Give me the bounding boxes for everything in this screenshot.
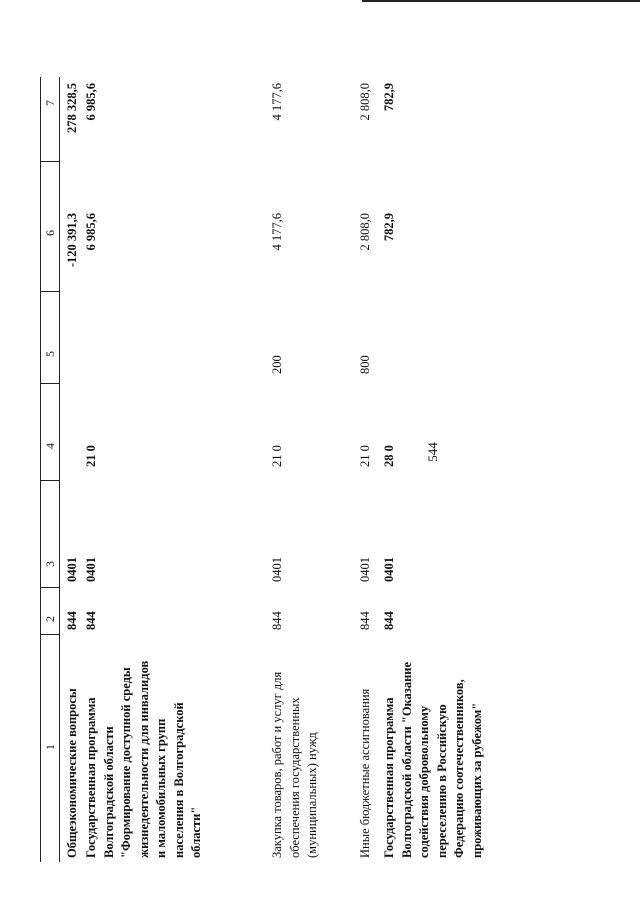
cell-col-6: 4 177,6 (270, 213, 284, 251)
header-col-6: 6 (43, 230, 57, 236)
cell-col-3: 0401 (84, 557, 98, 582)
cell-col-4: 21 0 (84, 445, 98, 467)
cell-col-4: 21 0 (270, 445, 284, 467)
header-column-separator (40, 587, 59, 588)
row-name: Иные бюджетные ассигнования (358, 688, 372, 858)
cell-col-2: 844 (270, 611, 284, 630)
cell-col-7: 6 985,6 (84, 83, 98, 121)
cell-col-7: 278 328,5 (65, 83, 79, 133)
header-column-separator (40, 161, 59, 162)
cell-col-5: 200 (270, 355, 284, 374)
table-header-rule (59, 77, 60, 862)
row-name: Общеэкономические вопросы (65, 688, 79, 858)
cell-col-2: 844 (65, 611, 79, 630)
cell-col-2: 844 (382, 611, 396, 630)
cell-col-3: 0401 (270, 557, 284, 582)
header-column-separator (40, 383, 59, 384)
cell-col-5: 800 (358, 355, 372, 374)
cell-col-3: 0401 (382, 557, 396, 582)
header-column-separator (40, 291, 59, 292)
cell-col-6: 2 808,0 (358, 213, 372, 251)
header-column-separator (40, 634, 59, 635)
cell-col-6: -120 391,3 (65, 213, 79, 268)
header-col-2: 2 (43, 616, 57, 622)
row-name: Государственная программа Волгоградской области "Оказание содействия добровольному переселению в Российскую Федерацию соотечественников, проживающих за рубежом" (382, 661, 484, 858)
header-col-4: 4 (43, 443, 57, 449)
cell-col-6: 6 985,6 (84, 213, 98, 251)
cell-col-4: 28 0 (382, 445, 396, 467)
cell-col-6: 782,9 (382, 213, 396, 242)
header-col-3: 3 (43, 561, 57, 567)
header-col-1: 1 (43, 744, 57, 750)
cell-col-7: 782,9 (382, 83, 396, 112)
cell-col-2: 844 (358, 611, 372, 630)
cell-col-3: 0401 (358, 557, 372, 582)
row-name: Государственная программа Волгоградской области "Формирование доступной среды жизнедеятельности для инвалидов и маломобильных групп населения в Волгоградской области" (84, 660, 203, 858)
row-name: Закупка товаров, работ и услуг для обеспечения государственных (муниципальных) нужд (270, 671, 319, 858)
cell-col-2: 844 (84, 611, 98, 630)
header-column-separator (40, 480, 59, 481)
budget-table (40, 77, 620, 862)
table-top-rule (40, 77, 41, 862)
header-col-5: 5 (43, 351, 57, 357)
cell-col-3: 0401 (65, 557, 79, 582)
cell-col-7: 2 808,0 (358, 83, 372, 121)
header-rule (362, 0, 640, 2)
header-col-7: 7 (43, 100, 57, 106)
cell-col-7: 4 177,6 (270, 83, 284, 121)
cell-col-4: 21 0 (358, 445, 372, 467)
page-number: 544 (425, 442, 440, 462)
